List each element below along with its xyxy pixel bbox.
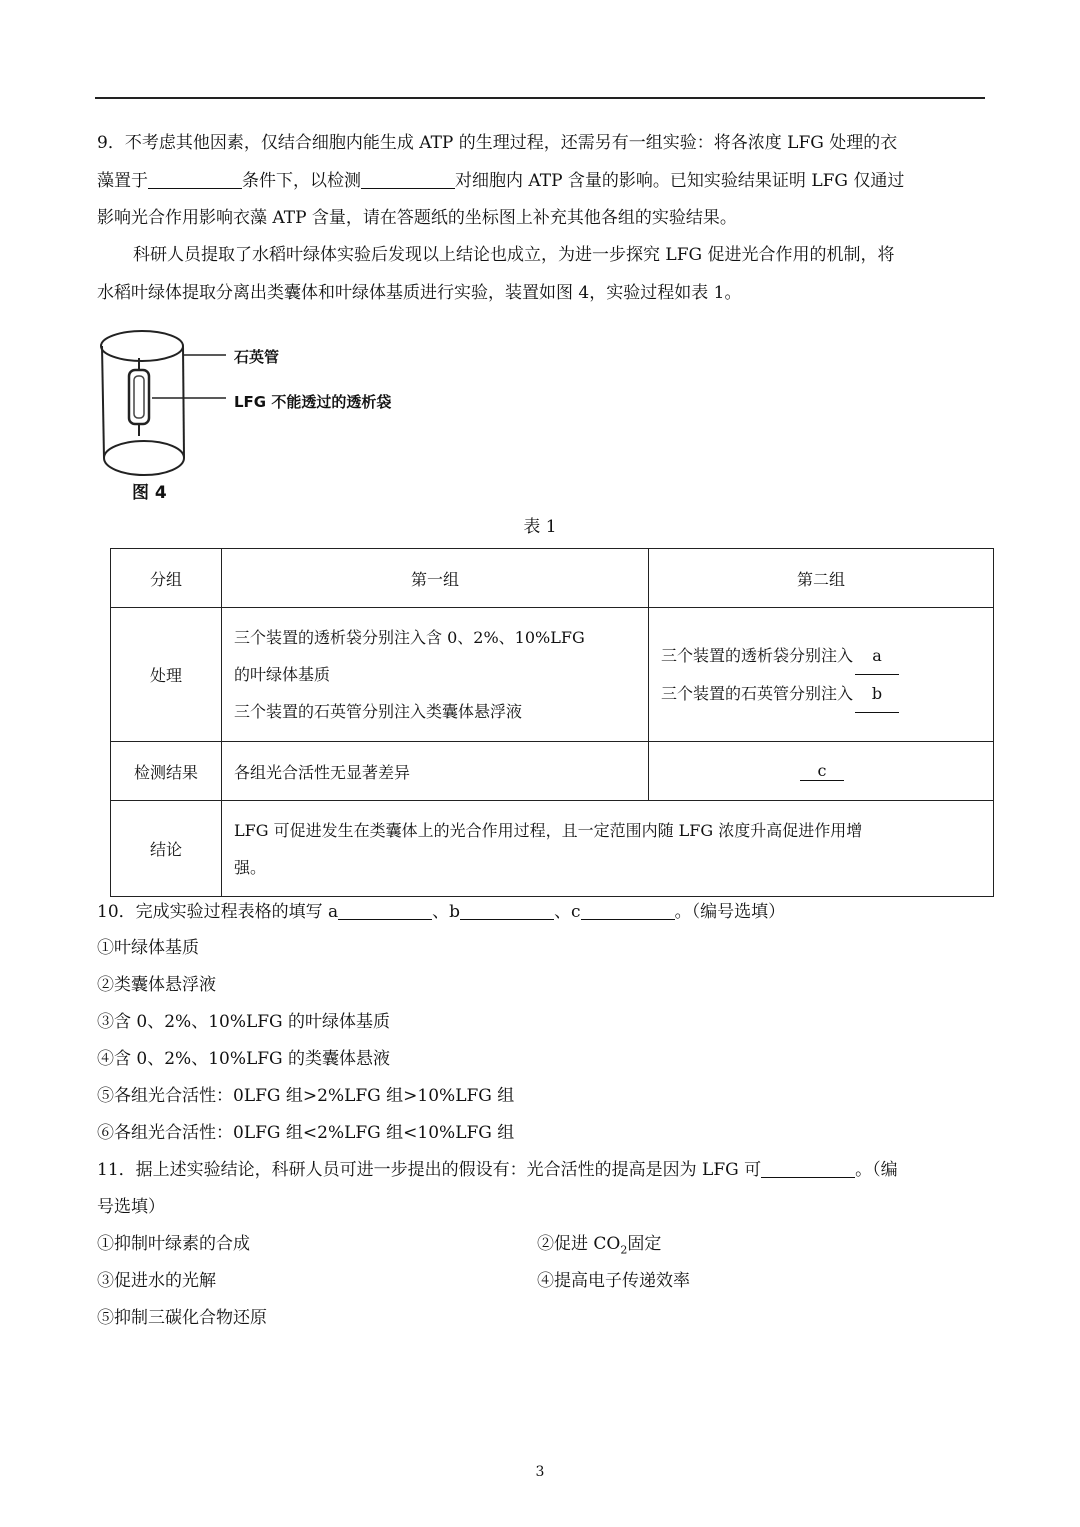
q11-blank[interactable]: [761, 1159, 855, 1178]
q10-option-4: ④含 0、2%、10%LFG 的类囊体悬液: [97, 1049, 391, 1069]
result-group2: [649, 742, 994, 801]
table-caption: 表 1: [523, 517, 557, 537]
table-row-conclusion: [111, 801, 994, 897]
page-number: 3: [535, 1464, 545, 1480]
blank-b[interactable]: b: [855, 675, 899, 713]
intro-line1: 科研人员提取了水稻叶绿体实验后发现以上结论也成立，为进一步探究 LFG 促进光合作用的机制，将: [133, 245, 895, 265]
treatment-group2: 三个装置的透析袋分别注入 a 三个装置的石英管分别注入 b: [649, 608, 994, 742]
table-row-treatment: [111, 608, 994, 742]
q9-blank-detect[interactable]: [361, 170, 455, 189]
blank-c[interactable]: c: [800, 761, 844, 781]
q11-stem: 11．据上述实验结论，科研人员可进一步提出的假设有：光合活性的提高是因为 LFG 可 。（编: [97, 1160, 898, 1180]
q9-blank-condition[interactable]: [148, 170, 242, 189]
q9-line1: 9．不考虑其他因素，仅结合细胞内能生成 ATP 的生理过程，还需另有一组实验：将各浓度 LFG 处理的衣: [97, 133, 898, 153]
treatment-group1: 三个装置的透析袋分别注入含 0、2%、10%LFG 的叶绿体基质 三个装置的石英管分别注入类囊体悬浮液: [222, 608, 649, 742]
table-row-result: [111, 742, 994, 801]
experiment-table: [110, 548, 994, 897]
q11-option-3: ③促进水的光解: [97, 1271, 216, 1291]
q11-option-1: ①抑制叶绿素的合成: [97, 1234, 250, 1254]
q10-option-6: ⑥各组光合活性：0LFG 组<2%LFG 组<10%LFG 组: [97, 1123, 515, 1143]
header-group2: 第二组: [649, 549, 994, 608]
conclusion-text: LFG 可促进发生在类囊体上的光合作用过程，且一定范围内随 LFG 浓度升高促进作用增 强。: [222, 801, 994, 897]
table-header-row: [111, 549, 994, 608]
label-quartz-tube: 石英管: [234, 348, 280, 366]
blank-a[interactable]: a: [855, 637, 899, 675]
q11-stem-line2: 号选填）: [97, 1197, 165, 1217]
header-group1: 第一组: [222, 549, 649, 608]
q10-blank-c[interactable]: [581, 901, 675, 920]
header-group: 分组: [111, 549, 222, 608]
q11-option-5: ⑤抑制三碳化合物还原: [97, 1308, 267, 1328]
result-group1: 各组光合活性无显著差异: [222, 742, 649, 801]
figure-caption: 图 4: [132, 483, 167, 503]
q10-option-2: ②类囊体悬浮液: [97, 975, 216, 995]
q10-option-3: ③含 0、2%、10%LFG 的叶绿体基质: [97, 1012, 391, 1032]
row-label-treatment: 处理: [111, 608, 222, 742]
intro-line2: 水稻叶绿体提取分离出类囊体和叶绿体基质进行实验，装置如图 4，实验过程如表 1。: [97, 283, 742, 303]
q10-blank-a[interactable]: [338, 901, 432, 920]
q9-line3: 影响光合作用影响衣藻 ATP 含量，请在答题纸的坐标图上补充其他各组的实验结果。: [97, 208, 737, 228]
q10-stem: 10．完成实验过程表格的填写 a 、b 、c 。（编号选填）: [97, 902, 786, 922]
label-dialysis-bag: LFG 不能透过的透析袋: [234, 393, 392, 411]
row-label-result: 检测结果: [111, 742, 222, 801]
q9-line2: 藻置于 条件下，以检测 对细胞内 ATP 含量的影响。已知实验结果证明 LFG 仅通过: [97, 171, 905, 191]
q10-option-1: ①叶绿体基质: [97, 938, 199, 958]
row-label-conclusion: 结论: [111, 801, 222, 897]
q11-option-4: ④提高电子传递效率: [537, 1271, 690, 1291]
figure-4: [96, 318, 406, 502]
q11-option-2: ②促进 $CO_2$固定: [537, 1234, 662, 1257]
q10-option-5: ⑤各组光合活性：0LFG 组>2%LFG 组>10%LFG 组: [97, 1086, 515, 1106]
header-rule: [95, 97, 985, 99]
q10-blank-b[interactable]: [460, 901, 554, 920]
